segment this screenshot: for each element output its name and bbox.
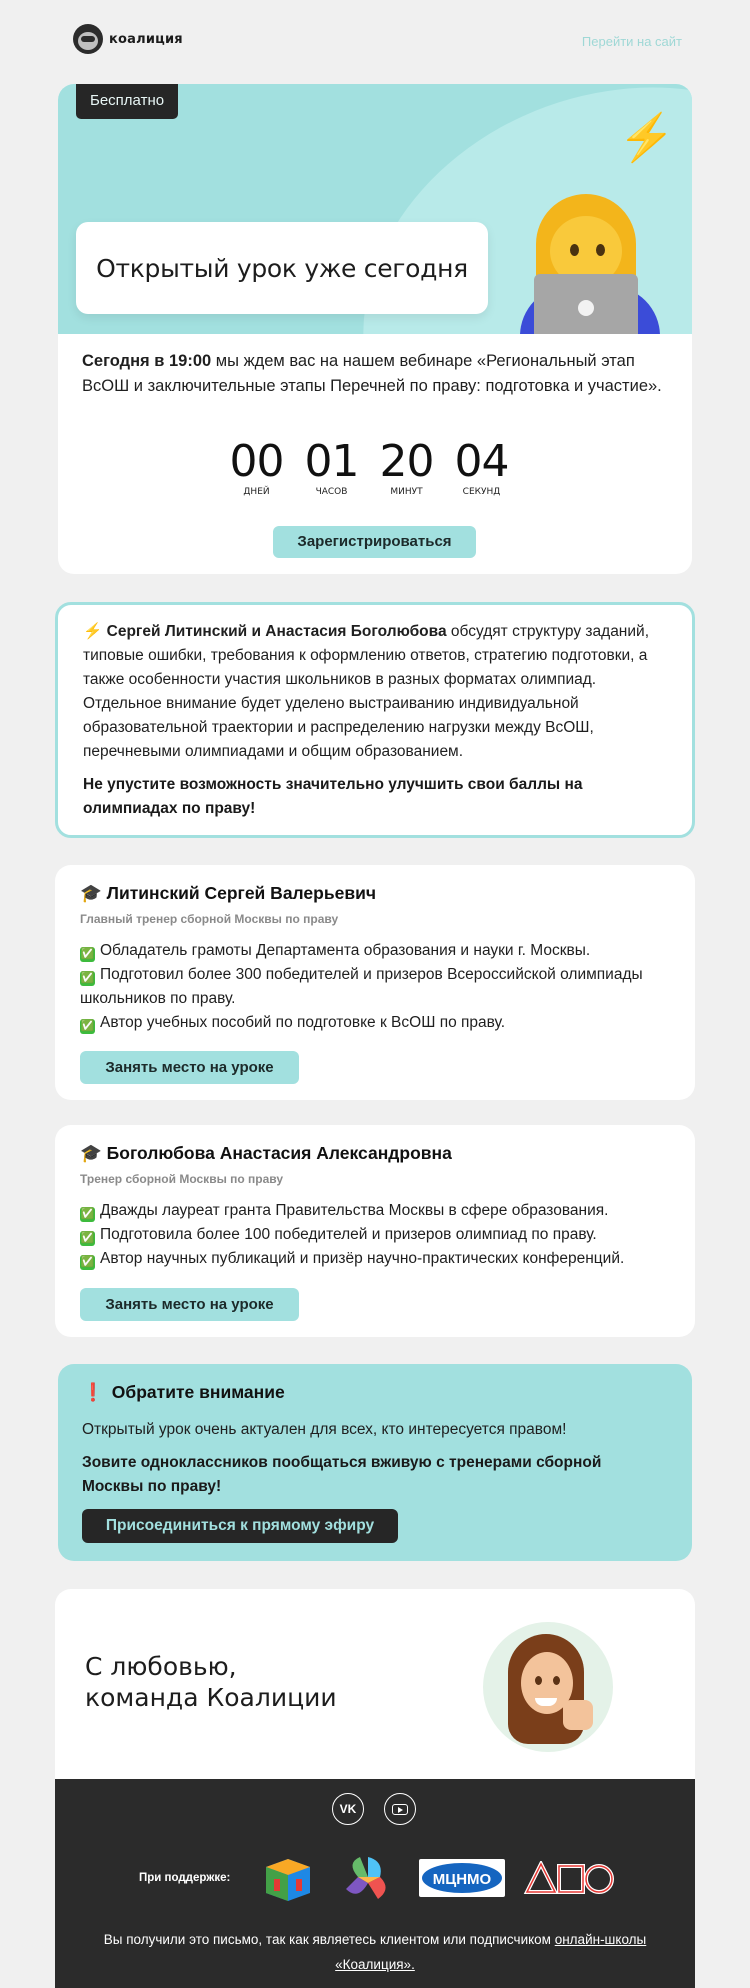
achievement-item: ✅ Подготовила более 100 победителей и призеров олимпиад по праву. — [80, 1223, 680, 1247]
partner-logo-dpo[interactable] — [523, 1861, 615, 1895]
signature-card — [55, 1589, 695, 1779]
footer-note: Вы получили это письмо, так как являетесь клиентом или подписчиком онлайн-школы «Коалиция». — [103, 1932, 647, 1972]
join-live-button[interactable]: Присоединиться к прямому эфиру — [82, 1509, 398, 1543]
partner-logo-mccme[interactable] — [419, 1859, 505, 1897]
book-seat-button[interactable]: Занять место на уроке — [80, 1288, 299, 1321]
description-text: ⚡ Сергей Литинский и Анастасия Боголюбова обсудят структуру заданий, типовые ошибки, требования к оформлению ответов, стратегию подготовки, а также особенности участия школьников в разных форматах олимпиад. Отдельное внимание будет уделено выстраиванию индивидуальной образовательной траектории и распределению нагрузки между ВсОШ, перечневыми олимпиадами и общим образованием. — [83, 623, 649, 760]
email-header — [0, 0, 750, 82]
trainer-role: Тренер сборной Москвы по праву — [80, 1172, 284, 1186]
logo[interactable] — [73, 24, 183, 54]
go-to-site-link[interactable]: Перейти на сайт — [581, 34, 682, 49]
free-badge: Бесплатно — [76, 84, 178, 119]
trainer-role: Главный тренер сборной Москвы по праву — [80, 912, 339, 926]
attention-card — [58, 1364, 692, 1561]
graduation-cap-icon: 🎓 — [80, 1143, 102, 1163]
woman-with-laptop-illustration — [520, 194, 660, 334]
exclamation-icon: ❗ — [82, 1382, 104, 1402]
achievement-list — [80, 1199, 680, 1271]
team-avatar — [483, 1622, 613, 1752]
vk-icon[interactable]: VK — [332, 1793, 364, 1825]
achievement-item: ✅ Автор учебных пособий по подготовке к ВсОШ по праву. — [80, 1011, 680, 1035]
school-link[interactable]: онлайн-школы «Коалиция». — [335, 1932, 647, 1972]
description-cta: Не упустите возможность значительно улучшить свои баллы на олимпиадах по праву! — [83, 776, 583, 817]
attention-bold-text: Зовите одноклассников пообщаться вживую с тренерами сборной Москвы по праву! — [82, 1454, 602, 1495]
thumbs-up-icon — [563, 1700, 593, 1730]
footer — [55, 1779, 695, 1988]
trainer-card — [55, 865, 695, 1100]
achievement-item: ✅ Обладатель грамоты Департамента образования и науки г. Москвы. — [80, 939, 680, 963]
hero-banner — [58, 84, 692, 334]
partner-logo-petals[interactable] — [340, 1853, 396, 1903]
countdown-minutes: 20 МИНУТ — [379, 436, 434, 497]
youtube-icon[interactable] — [384, 1793, 416, 1825]
lightning-icon: ⚡ — [618, 111, 676, 163]
trainer-name: 🎓 Боголюбова Анастасия Александровна — [80, 1143, 452, 1163]
book-seat-button[interactable]: Занять место на уроке — [80, 1051, 299, 1084]
achievement-item: ✅ Автор научных публикаций и призёр научно-практических конференций. — [80, 1247, 680, 1271]
apple-logo-icon — [578, 300, 594, 316]
hero-intro-text: Сегодня в 19:00 мы ждем вас на нашем вебинаре «Региональный этап ВсОШ и заключительные этапы Перечней по праву: подготовка и участие». — [82, 352, 662, 395]
attention-text: Открытый урок очень актуален для всех, кто интересуется правом! — [82, 1421, 567, 1438]
description-card — [55, 602, 695, 838]
countdown-timer — [228, 436, 510, 497]
register-button[interactable]: Зарегистрироваться — [273, 526, 476, 558]
achievement-item: ✅ Подготовил более 300 победителей и призеров Всероссийской олимпиады школьников по праву. — [80, 963, 680, 1011]
trainer-name: 🎓 Литинский Сергей Валерьевич — [80, 883, 377, 903]
logo-text: коалиция — [109, 31, 183, 47]
event-time: Сегодня в 19:00 — [82, 352, 212, 370]
attention-title: ❗ Обратите внимание — [82, 1382, 285, 1402]
koala-logo-icon — [73, 24, 103, 54]
svg-text:МЦНМО: МЦНМО — [432, 1871, 492, 1888]
speakers-names: Сергей Литинский и Анастасия Боголюбова — [106, 623, 447, 640]
partner-logo-cube[interactable] — [260, 1853, 316, 1903]
graduation-cap-icon: 🎓 — [80, 883, 102, 903]
countdown-seconds: 04 СЕКУНД — [454, 436, 509, 497]
hero-card — [58, 84, 692, 574]
signature-text: С любовью, команда Коалиции — [85, 1652, 337, 1712]
lightning-icon: ⚡ — [83, 623, 103, 640]
hero-title: Открытый урок уже сегодня — [96, 253, 468, 283]
countdown-days: 00 ДНЕЙ — [229, 436, 284, 497]
achievement-item: ✅ Дважды лауреат гранта Правительства Москвы в сфере образования. — [80, 1199, 680, 1223]
hero-title-box — [76, 222, 488, 314]
support-label: При поддержке: — [139, 1872, 231, 1884]
countdown-hours: 01 ЧАСОВ — [304, 436, 359, 497]
trainer-card — [55, 1125, 695, 1337]
achievement-list — [80, 939, 680, 1035]
